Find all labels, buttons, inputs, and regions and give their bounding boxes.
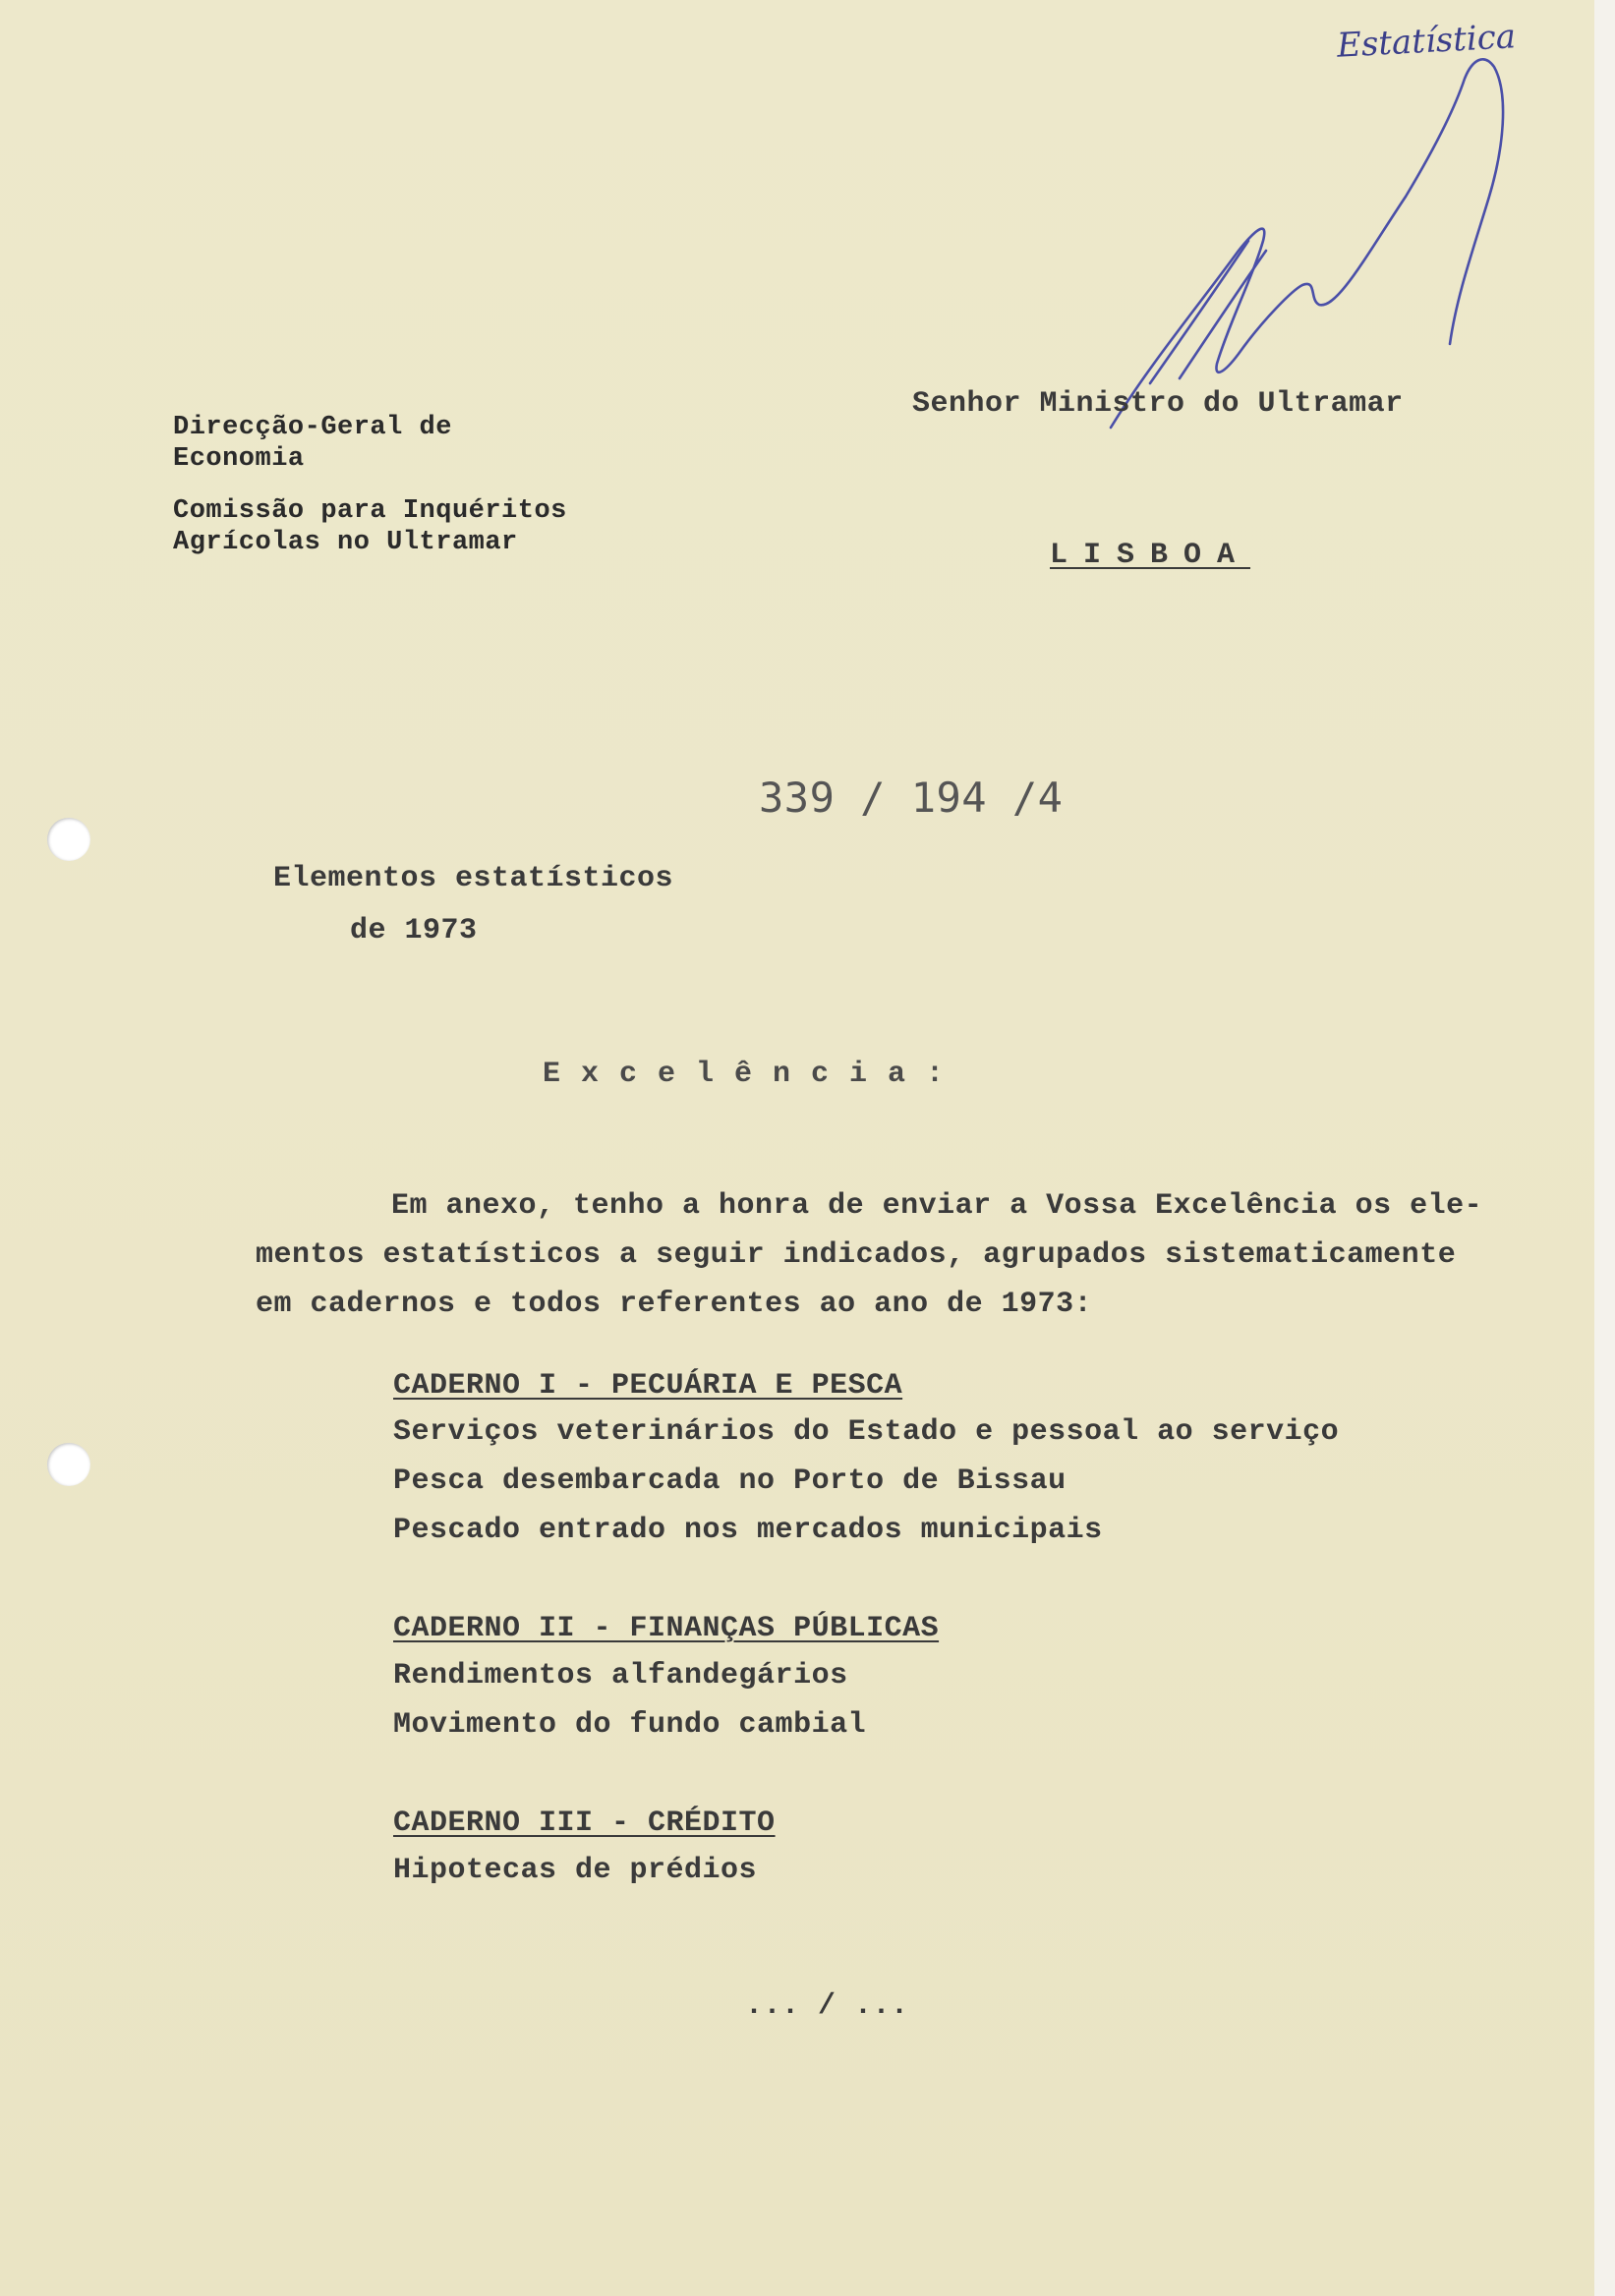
recipient-addressee: Senhor Ministro do Ultramar <box>912 387 1404 421</box>
reference-number: 339 / 194 /4 <box>759 774 1064 822</box>
subject-line-1: Elementos estatísticos <box>273 862 674 895</box>
body-line-2: mentos estatísticos a seguir indicados, agrupados sistematicamente <box>256 1238 1457 1272</box>
handwritten-signature <box>1091 39 1563 432</box>
caderno-1-item-1: Serviços veterinários do Estado e pessoal ao serviço <box>393 1415 1340 1449</box>
sender-line-4: Agrícolas no Ultramar <box>173 528 518 557</box>
caderno-3-item-1: Hipotecas de prédios <box>393 1854 758 1887</box>
body-line-3: em cadernos e todos referentes ao ano de 1973: <box>256 1288 1093 1321</box>
caderno-1-title: CADERNO I - PECUÁRIA E PESCA <box>393 1369 903 1403</box>
sender-line-3: Comissão para Inquéritos <box>173 496 567 526</box>
body-line-1: Em anexo, tenho a honra de enviar a Vossa Excelência os ele- <box>391 1189 1483 1223</box>
continuation-mark: ... / ... <box>745 1989 909 2023</box>
caderno-2-item-1: Rendimentos alfandegários <box>393 1659 848 1693</box>
punch-hole-upper <box>47 818 90 861</box>
handwritten-annotation: Estatística <box>1336 17 1517 66</box>
punch-hole-lower <box>47 1443 90 1486</box>
scan-margin <box>1594 0 1615 2296</box>
recipient-city: LISBOA <box>1050 539 1251 572</box>
caderno-3-title: CADERNO III - CRÉDITO <box>393 1807 776 1840</box>
caderno-2-title: CADERNO II - FINANÇAS PÚBLICAS <box>393 1612 940 1645</box>
salutation: Excelência: <box>543 1058 965 1091</box>
caderno-1-item-3: Pescado entrado nos mercados municipais <box>393 1514 1103 1547</box>
caderno-2-item-2: Movimento do fundo cambial <box>393 1708 867 1742</box>
sender-line-2: Economia <box>173 444 305 474</box>
subject-line-2: de 1973 <box>350 914 478 947</box>
caderno-1-item-2: Pesca desembarcada no Porto de Bissau <box>393 1464 1067 1498</box>
sender-line-1: Direcção-Geral de <box>173 413 452 442</box>
